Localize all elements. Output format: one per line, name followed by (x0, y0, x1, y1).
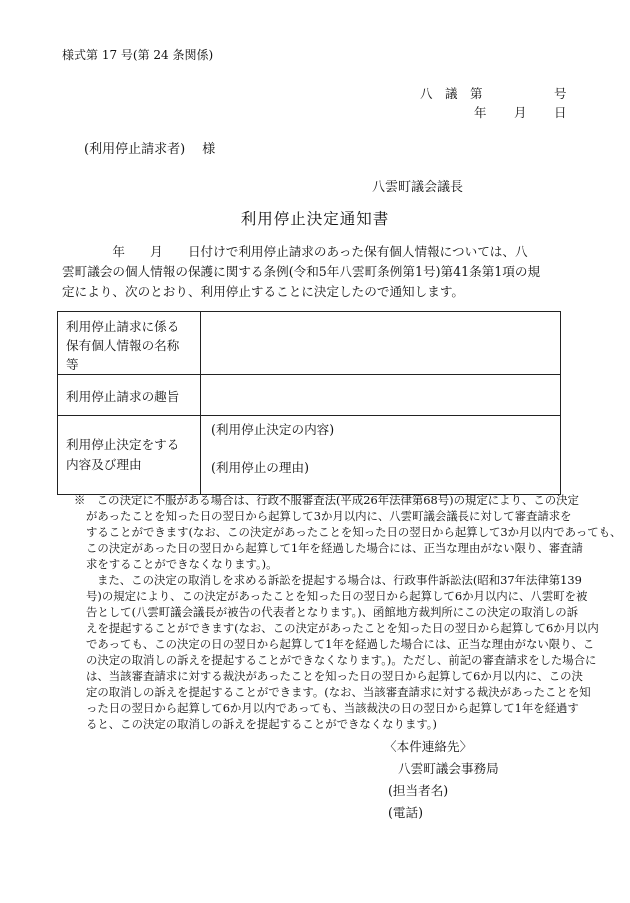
note-line: することができます(なお、この決定があったことを知った日の翌日から起算して3か月以内であっても、 (86, 525, 622, 539)
row3-label-line: 内容及び理由 (66, 457, 142, 472)
row3-label-line: 利用停止決定をする (66, 437, 180, 452)
sender: 八雲町議会議長 (372, 180, 464, 195)
contact-heading: 〈本件連絡先〉 (384, 739, 473, 754)
note-line: であっても、この決定の日の翌日から起算して1年を経過した場合には、正当な理由がない限り、こ (86, 637, 595, 651)
contact-phone: (電話) (388, 805, 424, 820)
note-line: 告として(八雲町議会議長が被告の代表者となります。)、函館地方裁判所にこの決定の取消しの訴 (86, 605, 579, 619)
reference-prefix: 八 議 第 (420, 86, 483, 101)
note-line: ※ この決定に不服がある場合は、行政不服審査法(平成26年法律第68号)の規定により、この決定 (74, 493, 579, 507)
row1-label-line: 等 (66, 357, 79, 372)
row2-value (201, 375, 560, 379)
row2-label-cell (58, 375, 201, 416)
date-year: 年 (474, 105, 487, 120)
row3-value-cell (201, 416, 561, 495)
document-title: 利用停止決定通知書 (240, 210, 390, 228)
row1-label-cell (58, 312, 201, 375)
note-line: えを提起することができます(なお、この決定があったことを知った日の翌日から起算して6か月以内 (86, 621, 599, 635)
info-table (57, 311, 561, 495)
note-line: の決定の取消しの訴えを提起することができなくなります。)。ただし、前記の審査請求をした場合に (86, 653, 597, 667)
intro-paragraph (62, 242, 572, 302)
reference-suffix: 号 (554, 86, 567, 101)
form-number: 様式第 17 号(第 24 条関係) (62, 48, 214, 62)
date-month: 月 (514, 105, 527, 120)
row2-value-cell (201, 375, 561, 416)
row1-label-line: 利用停止請求に係る (66, 319, 180, 334)
note-line: った日の翌日から起算して6か月以内であっても、当該裁決の日の翌日から起算して1年を経過す (86, 701, 579, 715)
intro-line: 定により、次のとおり、利用停止することに決定したので通知します。 (62, 284, 464, 299)
intro-line: 雲町議会の個人情報の保護に関する条例(令和5年八雲町条例第1号)第41条第1項の規 (62, 264, 541, 279)
note-line: また、この決定の取消しを求める訴訟を提起する場合は、行政事件訴訟法(昭和37年法律第139 (97, 573, 582, 587)
row2-label: 利用停止請求の趣旨 (66, 389, 180, 404)
row3-label-cell (58, 416, 201, 495)
addressee: (利用停止請求者) 様 (84, 142, 216, 157)
note-line: があったことを知った日の翌日から起算して3か月以内に、八雲町議会議長に対して審査請求を (86, 509, 572, 523)
decision-content-label: (利用停止決定の内容) (211, 422, 335, 437)
note-line: は、当該審査請求に対する裁決があったことを知った日の翌日から起算して6か月以内に、この決 (86, 669, 583, 683)
note-line: ると、この決定の取消しの訴えを提起することができなくなります。) (86, 717, 437, 731)
table-row (58, 375, 561, 416)
table-row (58, 312, 561, 375)
row1-value (201, 312, 560, 316)
note-line: 定の取消しの訴えを提起することができます。(なお、当該審査請求に対する裁決があったことを知 (86, 685, 591, 699)
date-day: 日 (554, 105, 567, 120)
note-line: 号)の規定により、この決定があったことを知った日の翌日から起算して6か月以内に、八雲町を被 (86, 589, 588, 603)
row1-value-cell (201, 312, 561, 375)
table-row (58, 416, 561, 495)
intro-line: 年 月 日付けで利用停止請求のあった保有個人情報については、八 (62, 244, 528, 259)
row1-label-line: 保有個人情報の名称 (66, 338, 180, 353)
contact-block (384, 736, 499, 824)
decision-reason-label: (利用停止の理由) (211, 460, 309, 475)
contact-office: 八雲町議会事務局 (398, 761, 499, 776)
contact-person: (担当者名) (388, 783, 449, 798)
note-line: 求をすることができなくなります。)。 (86, 557, 278, 571)
note-line: この決定があった日の翌日から起算して1年を経過した場合には、正当な理由がない限り、審査請 (86, 541, 583, 555)
